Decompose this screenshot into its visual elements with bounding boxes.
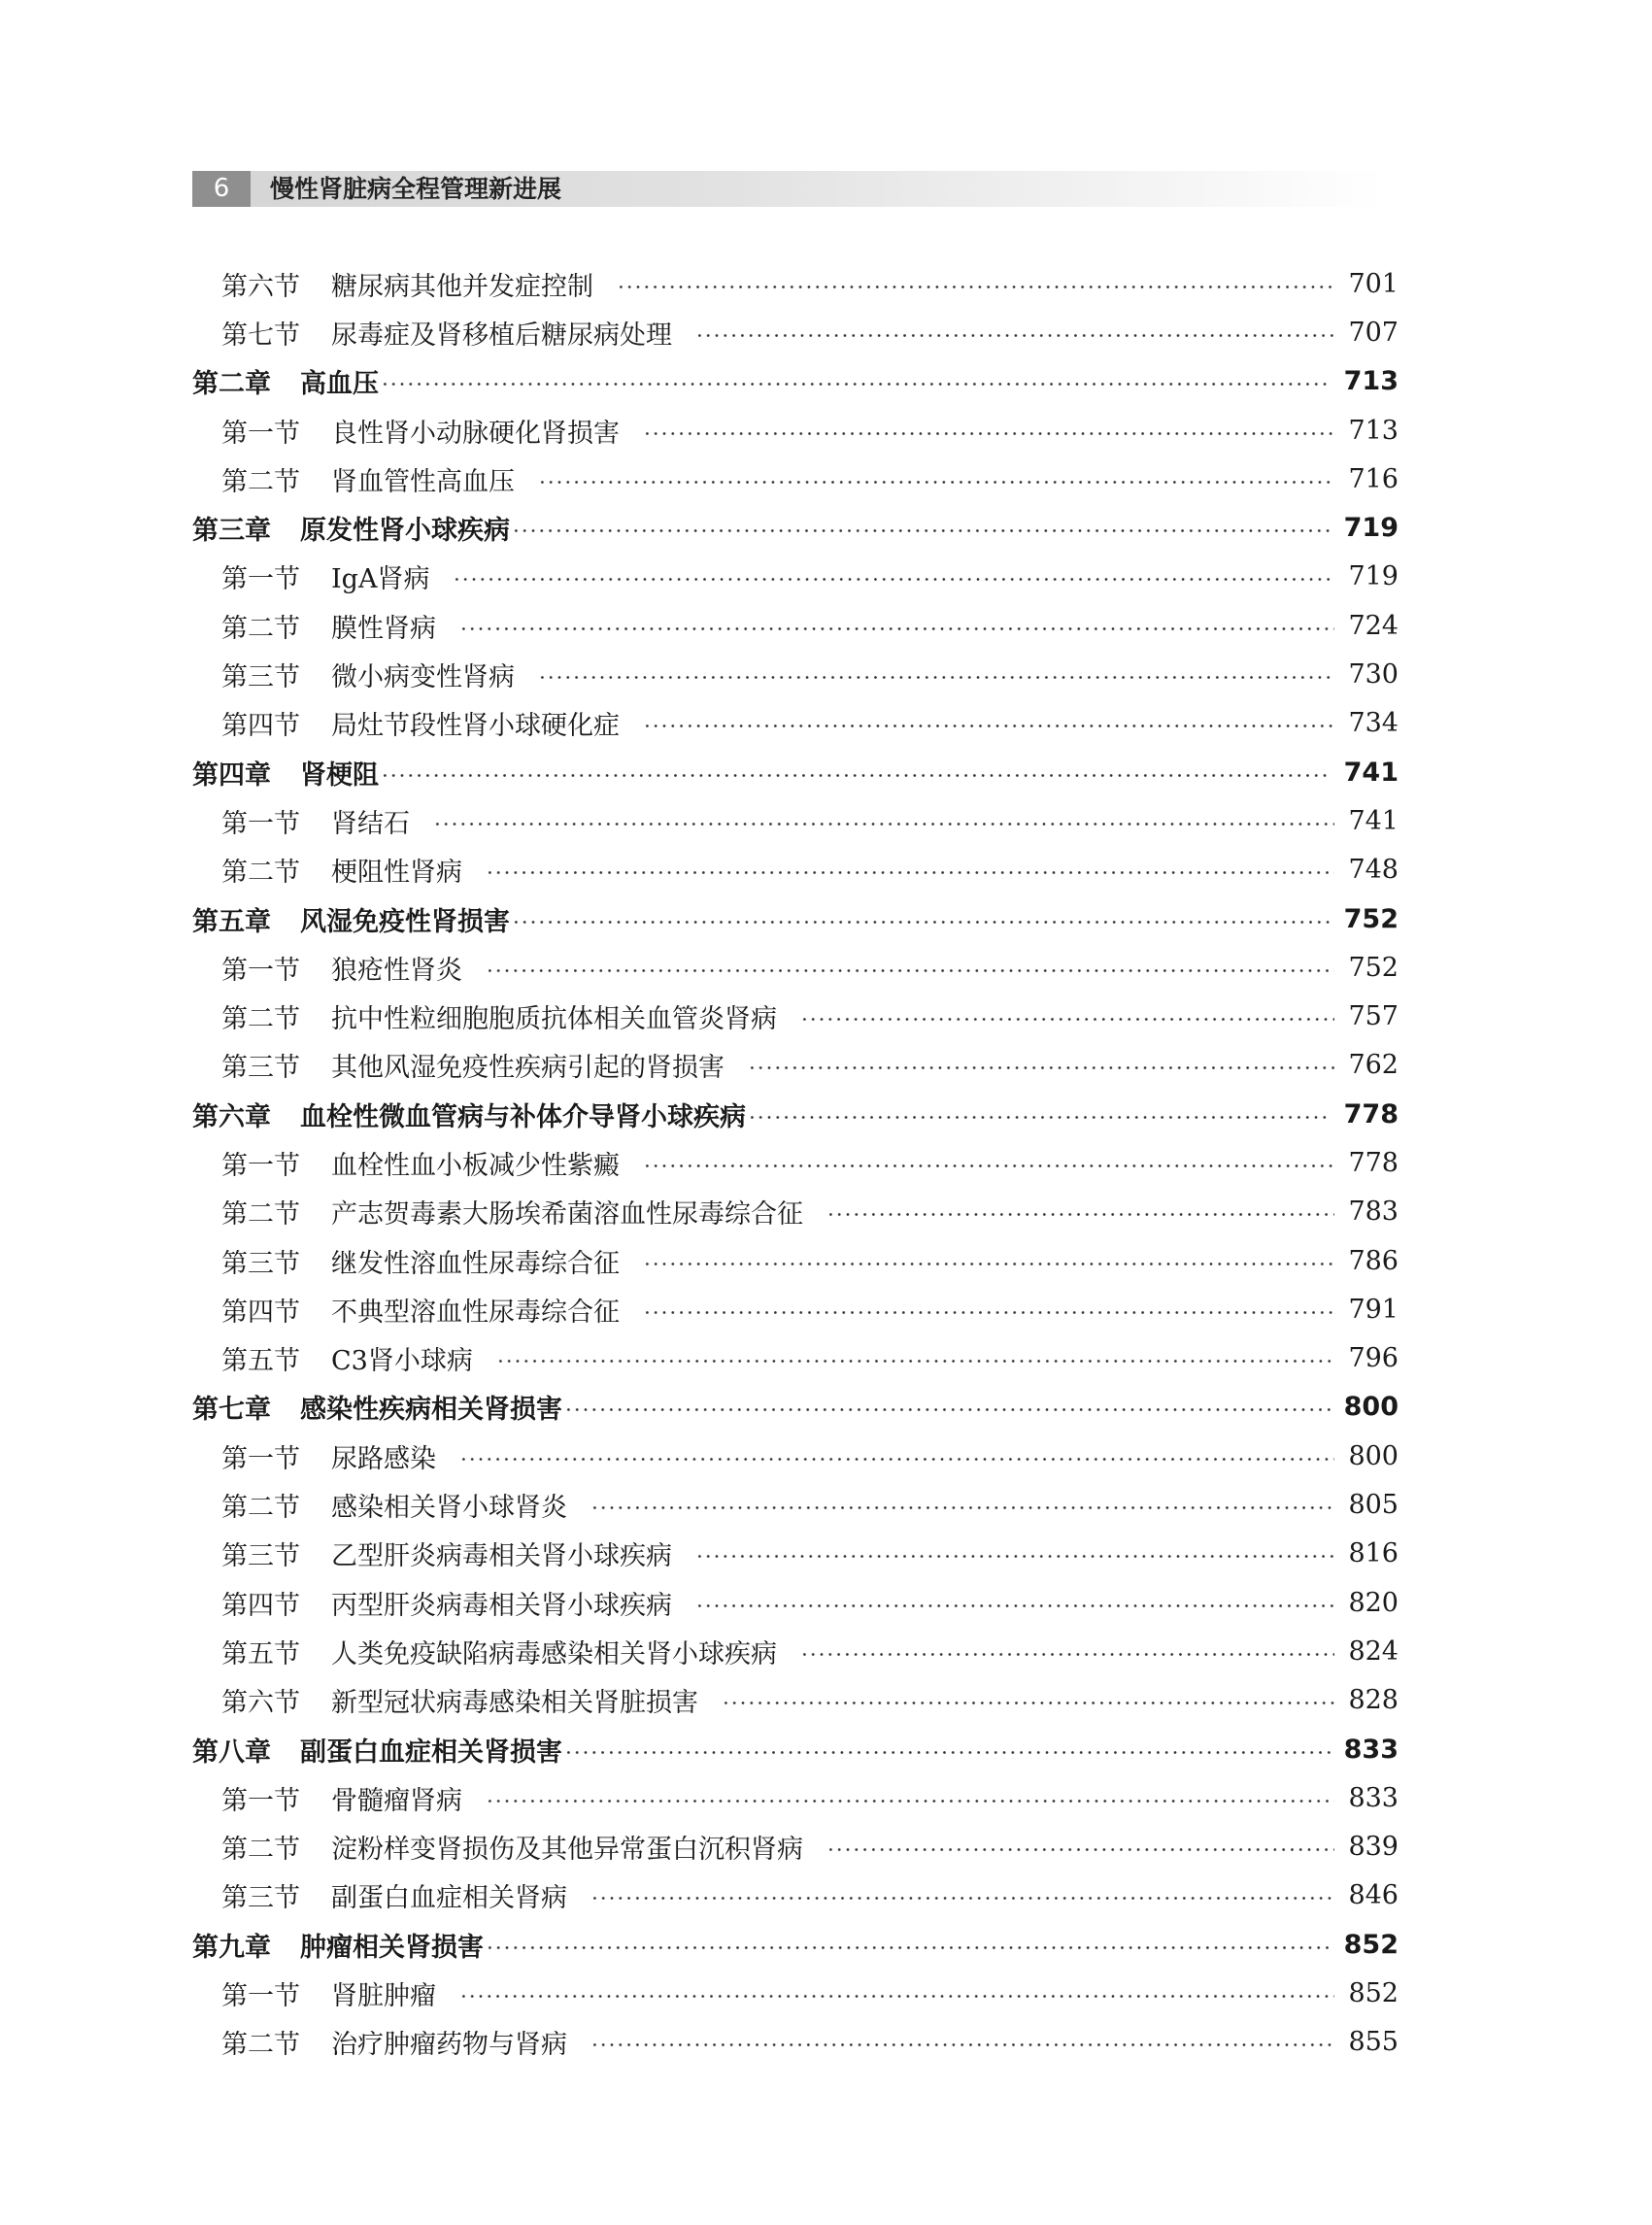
toc-section-entry (192, 259, 1399, 308)
entry-title: 丙型肝炎病毒相关肾小球疾病 (331, 1590, 672, 1621)
entry-title: 治疗肿瘤药物与肾病 (331, 2030, 567, 2061)
entry-label: 第八章 (192, 1736, 271, 1768)
entry-title: IgA肾病 (331, 564, 430, 595)
dot-leader (748, 1116, 1331, 1119)
entry-page-number: 786 (1348, 1245, 1399, 1276)
entry-label: 第三节 (221, 1248, 300, 1279)
entry-title: 继发性溶血性尿毒综合征 (331, 1248, 620, 1279)
entry-label: 第五节 (221, 1638, 300, 1669)
entry-label: 第二节 (221, 1004, 300, 1035)
entry-page-number: 800 (1343, 1392, 1399, 1423)
toc-chapter-entry (192, 1920, 1399, 1969)
entry-title: 梗阻性肾病 (331, 858, 462, 889)
entry-page-number: 800 (1348, 1440, 1399, 1471)
dot-leader (459, 1995, 1334, 1998)
entry-page-number: 855 (1348, 2027, 1399, 2058)
entry-title: 尿路感染 (331, 1443, 436, 1474)
entry-label: 第一节 (221, 564, 300, 595)
entry-title: 感染性疾病相关肾损害 (300, 1395, 562, 1426)
dot-leader (486, 969, 1334, 972)
table-of-contents (192, 259, 1399, 2067)
dot-leader (695, 1604, 1334, 1607)
toc-section-entry (192, 308, 1399, 356)
entry-label: 第二章 (192, 369, 271, 400)
dot-leader (800, 1018, 1334, 1021)
entry-label: 第六章 (192, 1101, 271, 1132)
entry-label: 第二节 (221, 858, 300, 889)
dot-leader (643, 432, 1334, 435)
dot-leader (643, 1164, 1334, 1167)
entry-title: 不典型溶血性尿毒综合征 (331, 1297, 620, 1328)
entry-page-number: 713 (1343, 366, 1399, 397)
entry-page-number: 701 (1348, 268, 1399, 299)
entry-title: 副蛋白血症相关肾病 (331, 1883, 567, 1914)
toc-section-entry (192, 650, 1399, 698)
dot-leader (590, 2043, 1334, 2046)
dot-leader (381, 774, 1331, 777)
entry-label: 第三节 (221, 1541, 300, 1572)
toc-section-entry (192, 796, 1399, 845)
entry-label: 第二节 (221, 1199, 300, 1230)
dot-leader (826, 1213, 1334, 1216)
entry-title: 其他风湿免疫性疾病引起的肾损害 (331, 1053, 725, 1084)
dot-leader (538, 676, 1334, 679)
entry-title: 副蛋白血症相关肾损害 (300, 1736, 562, 1768)
entry-label: 第四节 (221, 1590, 300, 1621)
entry-title: 产志贺毒素大肠埃希菌溶血性尿毒综合征 (331, 1199, 803, 1230)
dot-leader (512, 921, 1331, 924)
entry-label: 第一节 (221, 418, 300, 449)
toc-section-entry (192, 1432, 1399, 1480)
dot-leader (748, 1066, 1334, 1069)
toc-section-entry (192, 1823, 1399, 1871)
dot-leader (486, 1800, 1334, 1803)
entry-label: 第三章 (192, 516, 271, 547)
entry-title: 局灶节段性肾小球硬化症 (331, 711, 620, 742)
entry-title: 血栓性血小板减少性紫癜 (331, 1150, 620, 1181)
dot-leader (459, 627, 1334, 630)
entry-title: 淀粉样变肾损伤及其他异常蛋白沉积肾病 (331, 1835, 803, 1866)
entry-title: 高血压 (300, 369, 379, 400)
entry-page-number: 783 (1348, 1197, 1399, 1228)
entry-page-number: 719 (1343, 513, 1399, 544)
entry-page-number: 833 (1343, 1734, 1399, 1765)
dot-leader (590, 1506, 1334, 1509)
toc-section-entry (192, 1871, 1399, 1920)
entry-title: 肾梗阻 (300, 759, 379, 791)
entry-title: 乙型肝炎病毒相关肾小球疾病 (331, 1541, 672, 1572)
entry-title: 膜性肾病 (331, 613, 436, 644)
dot-leader (695, 334, 1334, 337)
toc-chapter-entry (192, 748, 1399, 796)
entry-label: 第一节 (221, 1981, 300, 2012)
entry-page-number: 716 (1348, 463, 1399, 494)
toc-section-entry (192, 1236, 1399, 1285)
entry-title: 糖尿病其他并发症控制 (331, 271, 593, 302)
entry-label: 第一节 (221, 1150, 300, 1181)
entry-title: C3肾小球病 (331, 1346, 473, 1377)
entry-label: 第一节 (221, 808, 300, 839)
book-title: 慢性肾脏病全程管理新进展 (270, 175, 562, 203)
entry-title: 血栓性微血管病与补体介导肾小球疾病 (300, 1101, 746, 1132)
entry-label: 第一节 (221, 1443, 300, 1474)
toc-section-entry (192, 1188, 1399, 1236)
dot-leader (617, 286, 1334, 288)
toc-section-entry (192, 1138, 1399, 1187)
entry-page-number: 741 (1343, 757, 1399, 788)
running-header (192, 171, 1387, 207)
toc-chapter-entry (192, 357, 1399, 406)
toc-section-entry (192, 699, 1399, 748)
entry-page-number: 713 (1348, 415, 1399, 446)
dot-leader (512, 529, 1331, 532)
dot-leader (643, 725, 1334, 727)
toc-section-entry (192, 406, 1399, 455)
entry-page-number: 734 (1348, 708, 1399, 739)
entry-page-number: 707 (1348, 317, 1399, 348)
entry-page-number: 816 (1348, 1538, 1399, 1569)
toc-section-entry (192, 553, 1399, 601)
entry-title: 肾结石 (331, 808, 410, 839)
toc-section-entry (192, 1334, 1399, 1383)
toc-chapter-entry (192, 894, 1399, 943)
entry-title: 抗中性粒细胞胞质抗体相关血管炎肾病 (331, 1004, 777, 1035)
entry-title: 良性肾小动脉硬化肾损害 (331, 418, 620, 449)
entry-label: 第三节 (221, 1053, 300, 1084)
toc-chapter-entry (192, 503, 1399, 552)
entry-page-number: 757 (1348, 1001, 1399, 1032)
dot-leader (381, 383, 1331, 386)
entry-page-number: 828 (1348, 1685, 1399, 1716)
dot-leader (643, 1263, 1334, 1265)
dot-leader (590, 1897, 1334, 1900)
entry-label: 第四章 (192, 759, 271, 791)
entry-label: 第六节 (221, 271, 300, 302)
entry-label: 第二节 (221, 466, 300, 497)
toc-section-entry (192, 846, 1399, 894)
entry-label: 第二节 (221, 1493, 300, 1524)
toc-section-entry (192, 1530, 1399, 1578)
entry-page-number: 805 (1348, 1490, 1399, 1521)
toc-section-entry (192, 1041, 1399, 1090)
toc-section-entry (192, 1578, 1399, 1627)
entry-title: 原发性肾小球疾病 (300, 516, 510, 547)
dot-leader (643, 1311, 1334, 1314)
entry-title: 骨髓瘤肾病 (331, 1785, 462, 1816)
dot-leader (453, 578, 1334, 581)
entry-label: 第五节 (221, 1346, 300, 1377)
entry-label: 第四节 (221, 711, 300, 742)
entry-page-number: 791 (1348, 1294, 1399, 1325)
dot-leader (486, 1946, 1331, 1949)
toc-section-entry (192, 1627, 1399, 1675)
toc-section-entry (192, 1969, 1399, 2017)
entry-page-number: 846 (1348, 1880, 1399, 1911)
entry-title: 微小病变性肾病 (331, 662, 515, 693)
entry-page-number: 778 (1343, 1098, 1399, 1129)
dot-leader (433, 823, 1334, 826)
toc-section-entry (192, 1480, 1399, 1529)
toc-section-entry (192, 1773, 1399, 1822)
dot-leader (564, 1408, 1331, 1411)
entry-page-number: 752 (1348, 952, 1399, 983)
toc-section-entry (192, 601, 1399, 650)
dot-leader (826, 1848, 1334, 1851)
toc-section-entry (192, 992, 1399, 1040)
entry-page-number: 852 (1348, 1978, 1399, 2009)
entry-title: 狼疮性肾炎 (331, 955, 462, 986)
entry-page-number: 748 (1348, 855, 1399, 886)
dot-leader (722, 1702, 1334, 1704)
entry-label: 第五章 (192, 906, 271, 937)
entry-page-number: 852 (1343, 1929, 1399, 1960)
toc-chapter-entry (192, 1725, 1399, 1773)
entry-label: 第一节 (221, 955, 300, 986)
dot-leader (486, 871, 1334, 874)
entry-page-number: 719 (1348, 561, 1399, 592)
entry-title: 肾脏肿瘤 (331, 1981, 436, 2012)
entry-title: 新型冠状病毒感染相关肾脏损害 (331, 1688, 698, 1719)
entry-label: 第三节 (221, 1883, 300, 1914)
dot-leader (496, 1360, 1335, 1363)
entry-label: 第二节 (221, 1835, 300, 1866)
entry-title: 感染相关肾小球肾炎 (331, 1493, 567, 1524)
toc-chapter-entry (192, 1090, 1399, 1138)
entry-label: 第九章 (192, 1932, 271, 1963)
entry-page-number: 741 (1348, 805, 1399, 836)
toc-section-entry (192, 1285, 1399, 1333)
entry-label: 第七节 (221, 320, 300, 351)
entry-label: 第七章 (192, 1395, 271, 1426)
toc-section-entry (192, 1676, 1399, 1725)
toc-section-entry (192, 943, 1399, 992)
entry-label: 第六节 (221, 1688, 300, 1719)
entry-page-number: 730 (1348, 659, 1399, 691)
page-number: 6 (192, 171, 251, 207)
entry-page-number: 820 (1348, 1587, 1399, 1618)
entry-page-number: 724 (1348, 610, 1399, 641)
dot-leader (695, 1555, 1334, 1558)
toc-chapter-entry (192, 1383, 1399, 1432)
entry-label: 第四节 (221, 1297, 300, 1328)
entry-title: 风湿免疫性肾损害 (300, 906, 510, 937)
entry-title: 尿毒症及肾移植后糖尿病处理 (331, 320, 672, 351)
entry-page-number: 833 (1348, 1782, 1399, 1813)
entry-page-number: 752 (1343, 903, 1399, 934)
toc-section-entry (192, 455, 1399, 503)
entry-page-number: 824 (1348, 1635, 1399, 1667)
dot-leader (564, 1751, 1331, 1754)
entry-label: 第三节 (221, 662, 300, 693)
toc-section-entry (192, 2018, 1399, 2067)
entry-page-number: 762 (1348, 1050, 1399, 1081)
entry-page-number: 796 (1348, 1343, 1399, 1374)
entry-label: 第一节 (221, 1785, 300, 1816)
entry-title: 肿瘤相关肾损害 (300, 1932, 484, 1963)
dot-leader (459, 1458, 1334, 1461)
entry-page-number: 778 (1348, 1147, 1399, 1178)
dot-leader (800, 1653, 1334, 1656)
entry-label: 第二节 (221, 2030, 300, 2061)
entry-label: 第二节 (221, 613, 300, 644)
entry-page-number: 839 (1348, 1832, 1399, 1863)
dot-leader (538, 481, 1334, 484)
entry-title: 人类免疫缺陷病毒感染相关肾小球疾病 (331, 1638, 777, 1669)
entry-title: 肾血管性高血压 (331, 466, 515, 497)
